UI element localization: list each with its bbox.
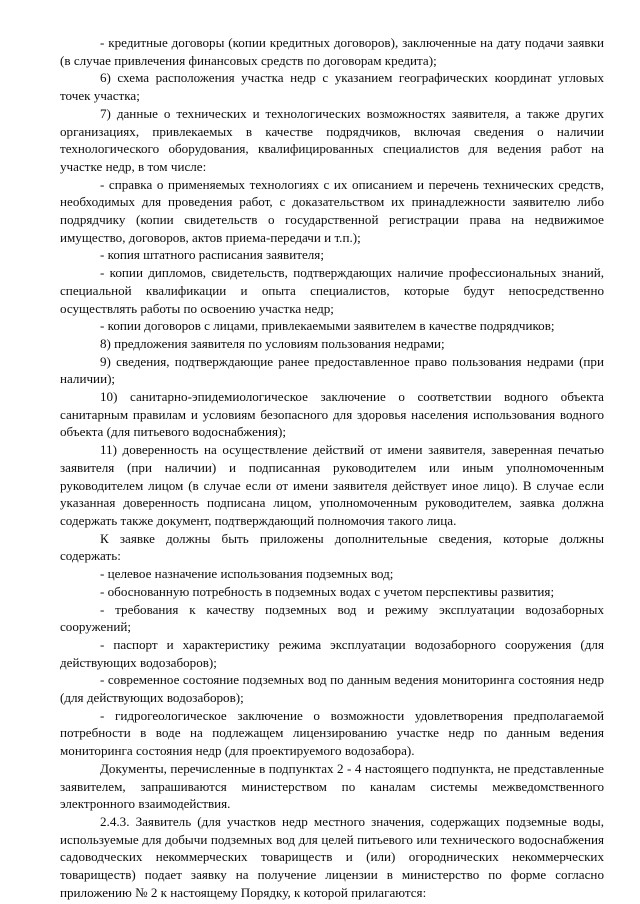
paragraph-item-8: 8) предложения заявителя по условиям пользования недрами;	[100, 335, 445, 351]
paragraph-item-7: 7) данные о технических и технологических возможностях заявителя, а также других организациях, привлекаемых в качестве подрядчиков, включая сведения о наличии технологического оборудования, квалифицированных специалистов для ведения работ на участке недр, в том числе:	[60, 105, 604, 174]
paragraph-contractor-agreements: - копии договоров с лицами, привлекаемыми заявителем в качестве подрядчиков;	[100, 318, 555, 334]
paragraph-staff-schedule: - копия штатного расписания заявителя;	[100, 247, 324, 263]
paragraph-item-6: 6) схема расположения участка недр с указанием географических координат угловых точек участка;	[60, 70, 604, 104]
paragraph-item-9: 9) сведения, подтверждающие ранее предоставленное право пользования недрами (при наличии);	[60, 353, 604, 387]
paragraph-passport: - паспорт и характеристику режима эксплуатации водозаборного сооружения (для действующих водозаборов);	[60, 636, 604, 670]
paragraph-current-state: - современное состояние подземных вод по данным ведения мониторинга состояния недр (для действующих водозаборов);	[60, 672, 604, 706]
paragraph-diplomas: - копии дипломов, свидетельств, подтверждающих наличие профессиональных знаний, специальной квалификации и опыта специалистов, которые будут непосредственно осуществлять работы по освоению участка недр;	[60, 265, 604, 316]
paragraph-purpose: - целевое назначение использования подземных вод;	[100, 566, 394, 582]
document-page	[60, 34, 604, 901]
paragraph-quality-requirements: - требования к качеству подземных вод и режиму эксплуатации водозаборных сооружений;	[60, 601, 604, 635]
paragraph-tech-certificate: - справка о применяемых технологиях с их описанием и перечень технических средств, необходимых для проведения работ, с доказательством их принадлежности заявителю либо подрядчику (копии свидетельств о государственной регистрации права на недвижимое имущество, договоров, актов приема-передачи и т.п.);	[60, 176, 604, 245]
paragraph-additional-info: К заявке должны быть приложены дополнительные сведения, которые должны содержать:	[60, 530, 604, 564]
paragraph-credit-agreements: - кредитные договоры (копии кредитных договоров), заключенные на дату подачи заявки (в случае привлечения финансовых средств по договорам кредита);	[60, 35, 604, 68]
paragraph-section-2-4-3: 2.4.3. Заявитель (для участков недр местного значения, содержащих подземные воды, используемые для добычи подземных вод для целей питьевого или технического водоснабжения садоводческих некоммерческих товариществ и (или) огороднических некоммерческих товариществ) подает заявку на получение лицензии в министерство по форме согласно приложению № 2 к настоящему Порядку, к которой прилагаются:	[60, 813, 604, 900]
paragraph-demand: - обоснованную потребность в подземных водах с учетом перспективы развития;	[100, 583, 555, 599]
paragraph-item-10: 10) санитарно-эпидемиологическое заключение о соответствии водного объекта санитарным правилам и условиям безопасного для здоровья населения использования водного объекта (для питьевого водоснабжения);	[60, 389, 604, 440]
paragraph-hydrogeological: - гидрогеологическое заключение о возможности удовлетворения предполагаемой потребности в воде на подлежащем лицензированию участке недр по данным ведения мониторинга состояния недр (для проектируемого водозабора).	[60, 707, 604, 759]
paragraph-item-11: 11) доверенность на осуществление действий от имени заявителя, заверенная печатью заявителя (при наличии) и подписанная руководителем или иным уполномоченным руководителем лицом (в случае если от имени заявителя действует иное лицо). В случае если указанная доверенность подписана лицом, уполномоченным руководителем, заявка должна содержать также документ, подтверждающий полномочия такого лица.	[60, 442, 604, 528]
paragraph-documents-requested: Документы, перечисленные в подпунктах 2 - 4 настоящего подпункта, не представленные заявителем, запрашиваются министерством по каналам системы межведомственного электронного взаимодействия.	[60, 760, 604, 812]
